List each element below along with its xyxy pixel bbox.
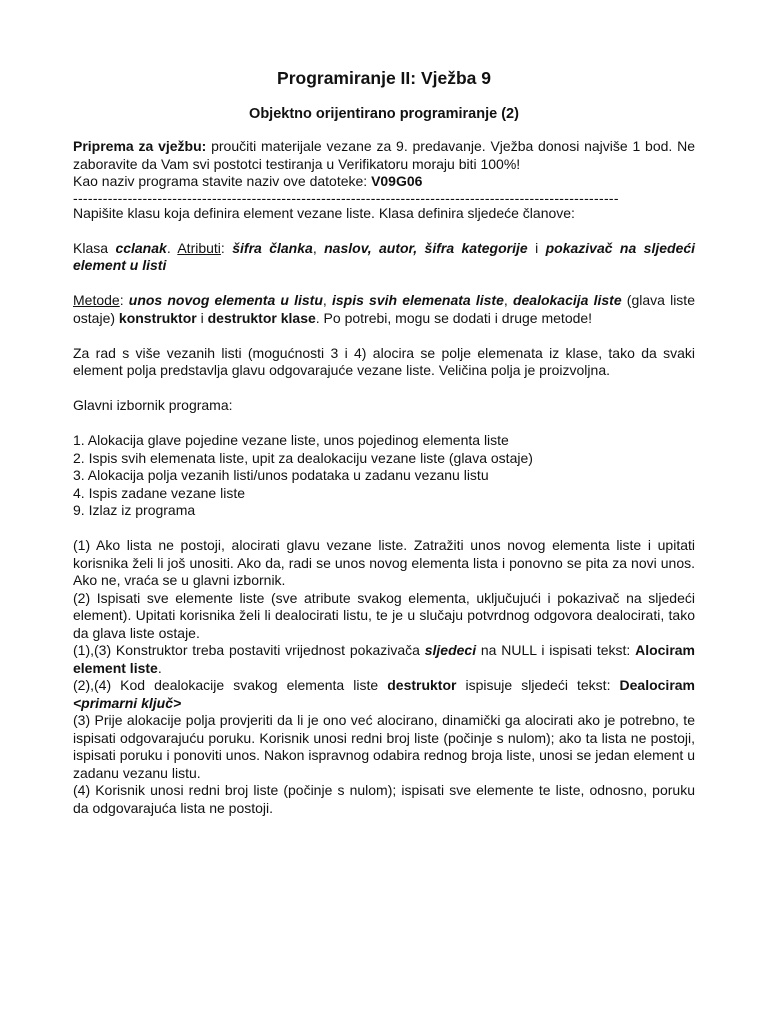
desc-text: na NULL i ispisati tekst:	[476, 642, 636, 658]
class-text: i	[527, 239, 546, 256]
desc-text: .	[157, 659, 162, 676]
methods-text: (glava liste ostaje)	[73, 292, 695, 326]
menu-item: 2. Ispis svih elemenata liste, upit za dealokaciju vezane liste (glava ostaje)	[73, 449, 533, 466]
methods-text: i	[196, 309, 208, 326]
program-name-label: Kao naziv programa stavite naziv ove datoteke:	[73, 173, 372, 189]
document-body	[73, 138, 695, 817]
menu-list	[73, 432, 695, 520]
destructor-message: Dealociram	[619, 677, 695, 693]
method-destructor: destruktor klase	[207, 309, 316, 326]
prep-text: proučiti materijale vezane za 9. predavanje. Vježba donosi najviše 1 bod. Ne zaboravite da Vam svi postotci testiranja u Verifikatoru moraju biti 100%!	[73, 138, 695, 172]
constructor-message: Alociram element liste	[73, 642, 696, 676]
class-text: ,	[312, 239, 325, 256]
methods-label: Metode	[73, 292, 120, 308]
attribute-list: naslov, autor, šifra kategorije	[324, 239, 528, 256]
method-constructor: konstruktor	[118, 309, 197, 326]
methods-text: ,	[322, 292, 332, 308]
desc-destructor	[73, 677, 695, 712]
desc-text: ispisuje sljedeći tekst:	[456, 677, 620, 693]
desc-option-1: (1) Ako lista ne postoji, alocirati glavu vezane liste. Zatražiti unos novog elementa liste i upitati korisnika želi li još unositi. Ako da, radi se unos novog elementa lista i ponovno se pita za novi unos. Ako ne, vraća se u glavni izbornik.	[73, 537, 695, 588]
method-print: ispis svih elemenata liste	[331, 292, 504, 308]
arrays-paragraph: Za rad s više vezanih listi (mogućnosti 3 i 4) alocira se polje elemenata iz klase, tako da svaki element polja predstavlja glavu odgovarajuće vezane liste. Veličina polja je proizvoljna.	[73, 344, 695, 378]
class-text: :	[220, 239, 233, 256]
destructor-word: destruktor	[387, 677, 457, 693]
desc-option-3: (3) Prije alokacije polja provjeriti da li je ono već alocirano, dinamički ga alocirati ako je potrebno, te ispisati odgovarajuću poruku. Korisnik unosi redni broj liste (počinje s nulom); ako ta lista ne postoji, ispisati poruku i ponoviti unos. Nakon ispravnog odabira rednog broja liste, unosi se jedan element u zadanu vezanu listu.	[73, 712, 695, 781]
desc-text: (1),(3) Konstruktor treba postaviti vrijednost pokazivača	[73, 642, 425, 658]
pointer-name: sljedeci	[424, 642, 477, 658]
attribute-pointer: pokazivač na sljedeći element u listi	[73, 239, 696, 273]
prep-label: Priprema za vježbu:	[73, 138, 207, 154]
primary-key-placeholder: <primarni ključ>	[73, 694, 182, 711]
intro-paragraph: Napišite klasu koja definira element vezane liste. Klasa definira sljedeće članove:	[73, 204, 575, 221]
prep-paragraph	[73, 138, 695, 173]
method-dealloc: dealokacija liste	[512, 292, 622, 308]
desc-option-4: (4) Korisnik unosi redni broj liste (počinje s nulom); ispisati sve elemente te liste, odnosno, poruku da odgovarajuća lista ne postoji.	[73, 782, 695, 816]
menu-item: 1. Alokacija glave pojedine vezane liste, unos pojedinog elementa liste	[73, 432, 509, 448]
methods-text: :	[119, 292, 129, 308]
desc-text: (2),(4) Kod dealokacije svakog elementa liste	[73, 677, 388, 693]
method-insert: unos novog elementa u listu	[128, 292, 323, 308]
document-title: Programiranje II: Vježba 9	[277, 68, 491, 88]
attribute-id: šifra članka	[232, 239, 313, 256]
methods-paragraph	[73, 292, 695, 327]
desc-constructor	[73, 642, 695, 677]
class-text: .	[166, 239, 178, 256]
desc-option-2: (2) Ispisati sve elemente liste (sve atribute svakog elementa, uključujući i pokazivač na sljedeći element). Upitati korisnika želi li dealocirati listu, te je u slučaju potvrdnog odgovora dealocirati, tako da glava liste ostaje.	[73, 589, 695, 641]
separator-line: --------------------------------------------------------------------------------------------------------------	[73, 190, 619, 205]
menu-item: 9. Izlaz iz programa	[73, 502, 196, 518]
methods-text: ,	[503, 292, 513, 308]
program-file-name: V09G06	[371, 173, 423, 189]
methods-text: . Po potrebi, mogu se dodati i druge metode!	[315, 309, 593, 326]
document-subtitle: Objektno orijentirano programiranje (2)	[249, 106, 519, 122]
program-name-line	[73, 173, 695, 191]
menu-item: 3. Alokacija polja vezanih listi/unos podataka u zadanu vezanu listu	[73, 467, 489, 483]
class-paragraph	[73, 240, 695, 275]
class-name: cclanak	[115, 239, 167, 256]
menu-item: 4. Ispis zadane vezane liste	[73, 484, 245, 501]
class-text: Klasa	[73, 239, 116, 256]
attributes-label: Atributi	[177, 239, 221, 256]
menu-title: Glavni izbornik programa:	[73, 397, 233, 413]
